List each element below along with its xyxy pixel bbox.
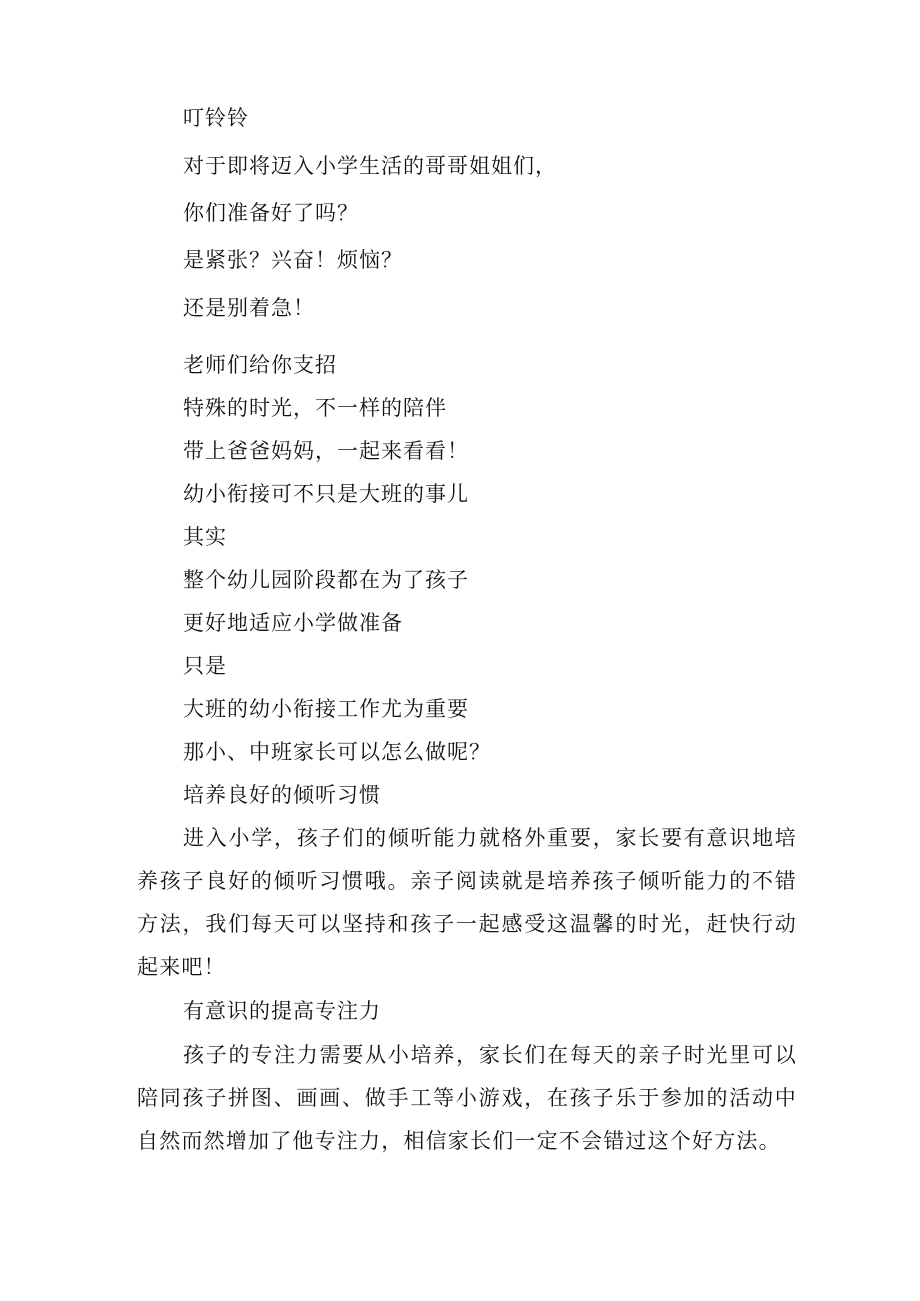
paragraph-focus: 孩子的专注力需要从小培养，家长们在每天的亲子时光里可以陪同孩子拼图、画画、做手工等小游戏，在孩子乐于参加的活动中自然而然增加了他专注力，相信家长们一定不会错过这个好方法。 [137, 1043, 797, 1153]
text-line: 那小、中班家长可以怎么做呢？ [183, 740, 491, 764]
text-line: 整个幼儿园阶段都在为了孩子 [183, 568, 469, 592]
text-line: 对于即将迈入小学生活的哥哥姐姐们， [183, 154, 557, 178]
text-line: 大班的幼小衔接工作尤为重要 [183, 697, 469, 721]
text-line: 老师们给你支招 [183, 353, 337, 377]
text-line: 只是 [183, 654, 227, 678]
text-line: 幼小衔接可不只是大班的事儿 [183, 482, 469, 506]
text-line: 更好地适应小学做准备 [183, 611, 403, 635]
text-line: 带上爸爸妈妈，一起来看看！ [183, 439, 469, 463]
text-line: 还是别着急！ [183, 296, 315, 320]
paragraph-listening: 进入小学，孩子们的倾听能力就格外重要，家长要有意识地培养孩子良好的倾听习惯哦。亲子阅读就是培养孩子倾听能力的不错方法，我们每天可以坚持和孩子一起感受这温馨的时光，赶快行动起来吧！ [137, 826, 797, 979]
text-line: 是紧张？兴奋！烦恼？ [183, 248, 403, 272]
text-line: 你们准备好了吗？ [183, 201, 359, 225]
text-line: 叮铃铃 [183, 106, 249, 130]
section-heading: 培养良好的倾听习惯 [183, 783, 381, 807]
section-heading: 有意识的提高专注力 [183, 999, 381, 1023]
text-line: 其实 [183, 525, 227, 549]
text-line: 特殊的时光，不一样的陪伴 [183, 396, 447, 420]
